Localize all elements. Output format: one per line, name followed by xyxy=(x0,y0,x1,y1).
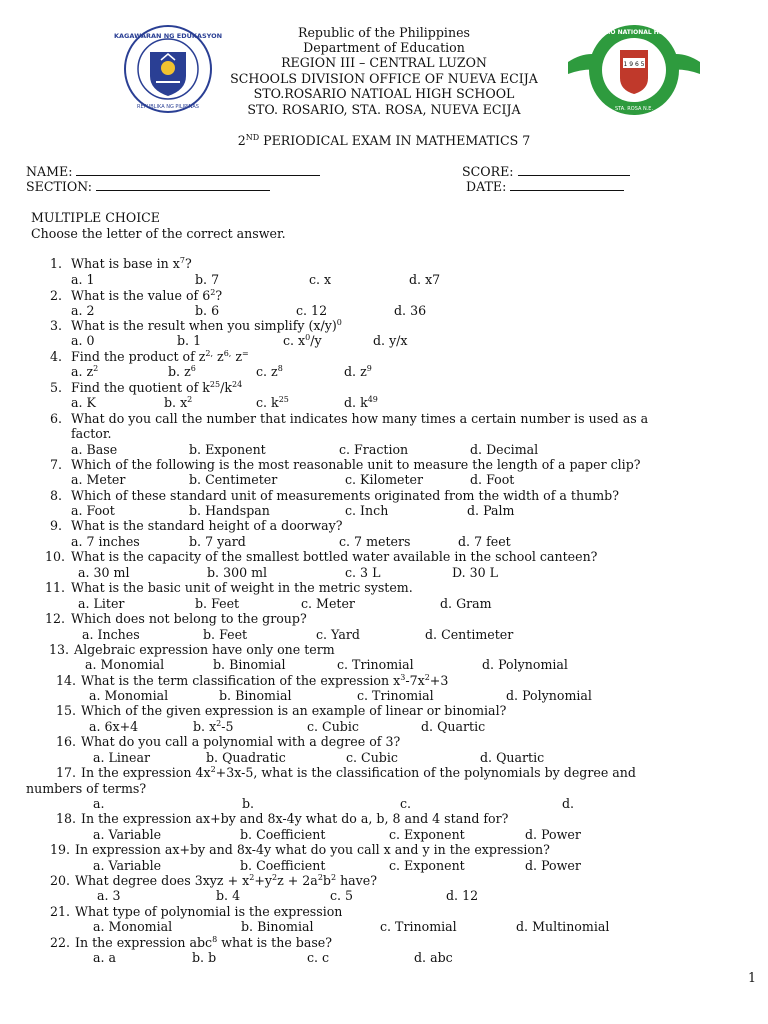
answer-choice[interactable]: a. Monomial xyxy=(93,919,173,934)
answer-choice[interactable]: c. Trinomial xyxy=(380,919,457,934)
header-line-department: Department of Education xyxy=(303,40,465,55)
answer-choice[interactable]: b. Feet xyxy=(195,596,240,611)
answer-choice[interactable]: d. xyxy=(562,796,575,811)
answer-choice[interactable]: b. 300 ml xyxy=(207,565,268,580)
question-number: 18. xyxy=(56,811,77,826)
answer-choice[interactable]: c. 12 xyxy=(296,303,328,318)
answer-choice[interactable]: b. Binomial xyxy=(219,688,292,703)
answer-choice[interactable]: a. Meter xyxy=(71,472,126,487)
name-field[interactable]: NAME: xyxy=(26,164,320,179)
answer-choice[interactable]: a. Inches xyxy=(82,627,140,642)
date-field[interactable]: DATE: xyxy=(466,179,624,194)
answer-choice[interactable]: d. Foot xyxy=(470,472,515,487)
answer-choice[interactable]: d. Quartic xyxy=(480,750,545,765)
question-number: 1. xyxy=(50,256,63,271)
answer-choice[interactable]: b. Binomial xyxy=(241,919,314,934)
question-text: Algebraic expression have only one term xyxy=(74,642,335,657)
answer-choice[interactable]: a. Linear xyxy=(93,750,150,765)
svg-text:STA. ROSA N.E.: STA. ROSA N.E. xyxy=(614,106,654,112)
answer-choice[interactable]: b. Binomial xyxy=(213,657,286,672)
answer-choice[interactable]: d. Polynomial xyxy=(506,688,592,703)
section-field[interactable]: SECTION: xyxy=(26,179,270,194)
answer-choice[interactable]: a. Base xyxy=(71,442,118,457)
answer-choice[interactable]: b. Handspan xyxy=(189,503,270,518)
question-text-continued: numbers of terms? xyxy=(26,781,147,796)
answer-choice[interactable]: c. Exponent xyxy=(389,858,465,873)
svg-text:REPUBLIKA NG PILIPINAS: REPUBLIKA NG PILIPINAS xyxy=(137,104,199,110)
answer-choice[interactable]: c. Trinomial xyxy=(357,688,434,703)
answer-choice[interactable]: d. 7 feet xyxy=(458,534,511,549)
answer-choice[interactable]: a. a xyxy=(93,950,117,965)
answer-choice[interactable]: b. 7 xyxy=(195,272,220,287)
question-number: 4. xyxy=(50,349,63,364)
answer-choice[interactable]: a. 1 xyxy=(71,272,95,287)
question-number: 13. xyxy=(49,642,70,657)
question-number: 12. xyxy=(45,611,66,626)
question-text: Find the product of $z^{2,}$ $z^{6,}$ z= xyxy=(71,348,249,364)
question-number: 5. xyxy=(50,380,63,395)
question-number: 20. xyxy=(50,873,71,888)
question-number: 7. xyxy=(50,457,63,472)
answer-choice[interactable]: c. Fraction xyxy=(339,442,409,457)
answer-choice[interactable]: c. $x^0/y$ xyxy=(283,332,322,348)
answer-choice[interactable]: c. 3 L xyxy=(345,565,381,580)
answer-choice[interactable]: c. Yard xyxy=(316,627,360,642)
answer-choice[interactable]: a. Monomial xyxy=(85,657,165,672)
answer-choice[interactable]: d. Palm xyxy=(467,503,515,518)
answer-choice[interactable]: d. 36 xyxy=(394,303,427,318)
answer-choice[interactable]: a. Monomial xyxy=(89,688,169,703)
answer-choice[interactable]: a. Foot xyxy=(71,503,115,518)
answer-choice[interactable]: b. $x^2$ xyxy=(164,394,193,410)
answer-choice[interactable]: a. Variable xyxy=(93,827,162,842)
answer-choice[interactable]: a. Liter xyxy=(78,596,125,611)
answer-choice[interactable]: a. 3 xyxy=(97,888,121,903)
answer-choice[interactable]: b. Exponent xyxy=(189,442,266,457)
question-number: 15. xyxy=(56,703,77,718)
answer-choice[interactable]: c. xyxy=(400,796,412,811)
answer-choice[interactable]: b. 6 xyxy=(195,303,220,318)
answer-choice[interactable]: b. Quadratic xyxy=(206,750,286,765)
question-text: What is base in $x^7$? xyxy=(71,255,192,271)
question-number: 3. xyxy=(50,318,63,333)
answer-choice[interactable]: b. 4 xyxy=(216,888,241,903)
answer-choice[interactable]: c. Trinomial xyxy=(337,657,414,672)
question-text: What is the result when you simplify $(x/y)^0$ xyxy=(71,317,342,333)
question-text: In the expression abc$^8$ what is the base? xyxy=(75,934,333,950)
answer-choice[interactable]: b. Feet xyxy=(203,627,248,642)
answer-choice[interactable]: d. 12 xyxy=(446,888,479,903)
question-text: What is the standard height of a doorway? xyxy=(71,518,343,533)
header-line-region: REGION III – CENTRAL LUZON xyxy=(281,55,487,70)
answer-choice[interactable]: d. abc xyxy=(414,950,453,965)
question-number: 11. xyxy=(45,580,66,595)
question-text: What is the term classification of the expression $x^3-7x^2+3$ xyxy=(81,672,449,688)
question-text: Which does not belong to the group? xyxy=(71,611,307,626)
answer-choice[interactable]: c. $k^{25}$ xyxy=(256,394,289,410)
svg-text:STO. ROSARIO NATIONAL HIGH SCH: STO. ROSARIO NATIONAL HIGH SCHOOL xyxy=(567,29,701,36)
answer-choice[interactable]: c. Kilometer xyxy=(345,472,424,487)
answer-choice[interactable]: D. 30 L xyxy=(452,565,499,580)
question-number: 21. xyxy=(50,904,71,919)
question-number: 9. xyxy=(50,518,63,533)
answer-choice[interactable]: b. b xyxy=(192,950,217,965)
question-text: In the expression $4x^2+3x-5$, what is the classification of the polynomials by degree and xyxy=(81,764,636,780)
question-number: 6. xyxy=(50,411,63,426)
answer-choice[interactable]: b. xyxy=(242,796,255,811)
question-number: 19. xyxy=(50,842,71,857)
question-text: Which of the following is the most reasonable unit to measure the length of a paper clip? xyxy=(71,457,641,472)
answer-choice[interactable]: a. 0 xyxy=(71,333,95,348)
question-number: 8. xyxy=(50,488,63,503)
question-number: 17. xyxy=(56,765,77,780)
exam-title: 2ND PERIODICAL EXAM IN MATHEMATICS 7 xyxy=(237,132,531,148)
answer-choice[interactable]: b. $x^2-5$ xyxy=(193,718,234,734)
question-text: Which of these standard unit of measurements originated from the width of a thumb? xyxy=(71,488,619,503)
answer-choice[interactable]: c. 5 xyxy=(330,888,354,903)
question-number: 14. xyxy=(56,673,77,688)
answer-choice[interactable]: a. 30 ml xyxy=(78,565,130,580)
answer-choice[interactable]: c. c xyxy=(307,950,330,965)
question-number: 10. xyxy=(45,549,66,564)
answer-choice[interactable]: d. Quartic xyxy=(421,719,486,734)
answer-choice[interactable]: d. Multinomial xyxy=(516,919,610,934)
question-text: What do you call the number that indicates how many times a certain number is used as a xyxy=(71,411,649,426)
answer-choice[interactable]: d. Power xyxy=(525,827,581,842)
answer-choice[interactable]: d. Polynomial xyxy=(482,657,568,672)
answer-choice[interactable]: c. Cubic xyxy=(346,750,398,765)
answer-choice[interactable]: b. 7 yard xyxy=(189,534,246,549)
answer-choice[interactable]: b. $z^6$ xyxy=(168,363,196,379)
answer-choice[interactable]: d. y/x xyxy=(373,333,408,348)
answer-choice[interactable]: c. x xyxy=(309,272,332,287)
svg-text:KAGAWARAN NG EDUKASYON: KAGAWARAN NG EDUKASYON xyxy=(113,32,223,40)
question-text: In expression ax+by and 8x-4y what do you call x and y in the expression? xyxy=(75,842,550,857)
svg-text:1 9 6 5: 1 9 6 5 xyxy=(623,61,645,68)
question-text: Find the quotient of $k^{25}/k^{24}$ xyxy=(71,379,243,395)
answer-choice[interactable]: a. Variable xyxy=(93,858,162,873)
page-number: 1 xyxy=(748,970,757,985)
question-number: 22. xyxy=(50,935,71,950)
answer-choice[interactable]: b. Coefficient xyxy=(240,858,326,873)
question-text-continued: factor. xyxy=(71,426,112,441)
question-text: Which of the given expression is an example of linear or binomial? xyxy=(81,703,507,718)
question-text: What is the basic unit of weight in the metric system. xyxy=(71,580,413,595)
answer-choice[interactable]: b. Coefficient xyxy=(240,827,326,842)
answer-choice[interactable]: c. $z^8$ xyxy=(256,363,283,379)
answer-choice[interactable]: c. Meter xyxy=(301,596,355,611)
section-heading: MULTIPLE CHOICE xyxy=(31,210,160,225)
header-line-address: STO. ROSARIO, STA. ROSA, NUEVA ECIJA xyxy=(247,102,521,117)
answer-choice[interactable]: d. $k^{49}$ xyxy=(344,394,378,410)
question-text: In the expression ax+by and 8x-4y what do a, b, 8 and 4 stand for? xyxy=(81,811,509,826)
answer-choice[interactable]: b. 1 xyxy=(177,333,202,348)
question-text: What is the value of $6^2$? xyxy=(71,287,223,303)
question-text: What do you call a polynomial with a degree of 3? xyxy=(81,734,401,749)
answer-choice[interactable]: d. Centimeter xyxy=(425,627,514,642)
header-line-division: SCHOOLS DIVISION OFFICE OF NUEVA ECIJA xyxy=(230,71,538,86)
answer-choice[interactable]: d. Power xyxy=(525,858,581,873)
answer-choice[interactable]: d. $z^9$ xyxy=(344,363,372,379)
question-text: What degree does $3xyz + x^2+y^2z + 2a^2b^2$ have? xyxy=(75,872,378,888)
question-number: 2. xyxy=(50,288,63,303)
answer-choice[interactable]: d. Decimal xyxy=(470,442,539,457)
question-number: 16. xyxy=(56,734,77,749)
answer-choice[interactable]: a. 2 xyxy=(71,303,95,318)
score-field[interactable]: SCORE: xyxy=(462,164,630,179)
answer-choice[interactable]: c. 7 meters xyxy=(339,534,411,549)
answer-choice[interactable]: d. x7 xyxy=(409,272,441,287)
answer-choice[interactable]: c. Cubic xyxy=(307,719,359,734)
question-text: What type of polynomial is the expression xyxy=(75,904,343,919)
answer-choice[interactable]: c. Inch xyxy=(345,503,389,518)
answer-choice[interactable]: a. xyxy=(93,796,105,811)
header-line-school: STO.ROSARIO NATIOAL HIGH SCHOOL xyxy=(253,86,515,101)
answer-choice[interactable]: d. Gram xyxy=(440,596,492,611)
answer-choice[interactable]: c. Exponent xyxy=(389,827,465,842)
answer-choice[interactable]: a. 7 inches xyxy=(71,534,140,549)
answer-choice[interactable]: b. Centimeter xyxy=(189,472,278,487)
question-text: What is the capacity of the smallest bottled water available in the school canteen? xyxy=(71,549,598,564)
header-line-republic: Republic of the Philippines xyxy=(297,25,470,40)
answer-choice[interactable]: a. $z^2$ xyxy=(71,363,99,379)
answer-choice[interactable]: a. 6x+4 xyxy=(89,719,139,734)
instructions-text: Choose the letter of the correct answer. xyxy=(31,226,286,241)
answer-choice[interactable]: a. K xyxy=(71,395,96,410)
